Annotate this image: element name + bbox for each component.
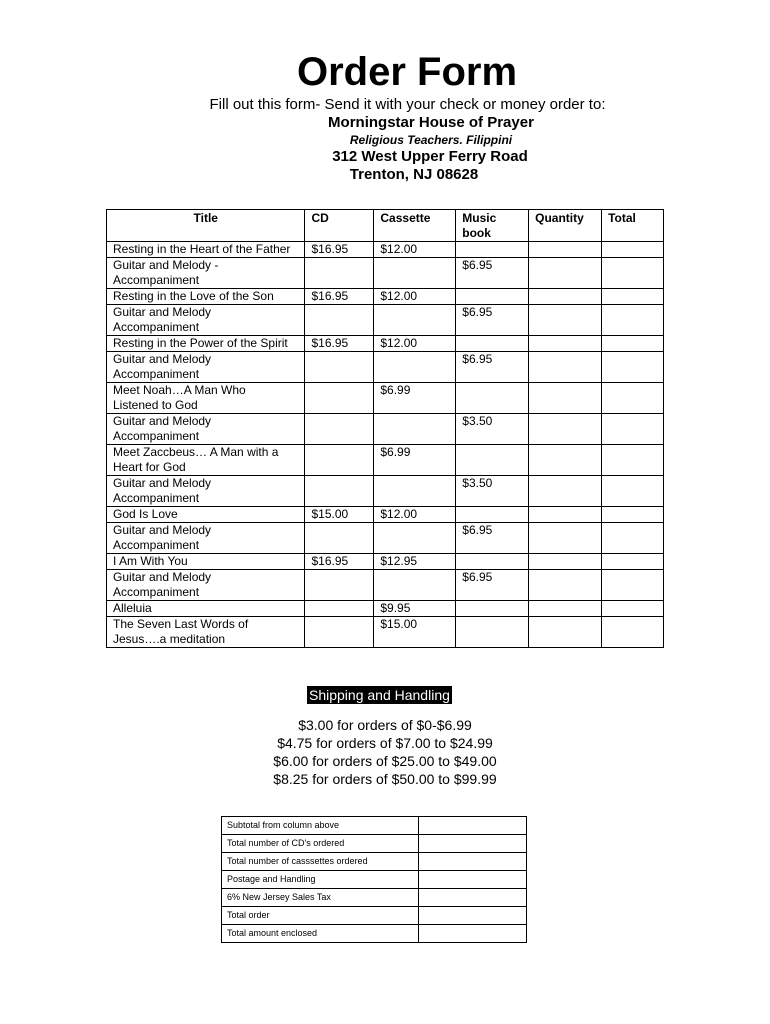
- cell-title: Meet Noah…A Man Who Listened to God: [107, 383, 305, 414]
- cell-total-input[interactable]: [602, 242, 664, 258]
- cell-cd-price: [305, 414, 374, 445]
- cell-music-book-price: $6.95: [456, 523, 529, 554]
- summary-value-field[interactable]: [419, 871, 527, 889]
- cell-music-book-price: [456, 383, 529, 414]
- cell-total-input[interactable]: [602, 523, 664, 554]
- cell-quantity-input[interactable]: [529, 414, 602, 445]
- cell-cassette-price: $12.00: [374, 289, 456, 305]
- cell-cd-price: [305, 305, 374, 336]
- cell-music-book-price: [456, 289, 529, 305]
- cell-title: Guitar and Melody Accompaniment: [107, 352, 305, 383]
- shipping-rate: $4.75 for orders of $7.00 to $24.99: [277, 735, 493, 751]
- organization-name: Morningstar House of Prayer: [328, 114, 534, 131]
- cell-cd-price: [305, 570, 374, 601]
- cell-quantity-input[interactable]: [529, 523, 602, 554]
- cell-total-input[interactable]: [602, 554, 664, 570]
- cell-cassette-price: $12.00: [374, 336, 456, 352]
- cell-quantity-input[interactable]: [529, 476, 602, 507]
- cell-cd-price: [305, 617, 374, 648]
- cell-title: Guitar and Melody Accompaniment: [107, 476, 305, 507]
- cell-title: Resting in the Power of the Spirit: [107, 336, 305, 352]
- table-row: [107, 507, 664, 523]
- summary-label: Total number of CD's ordered: [222, 835, 419, 853]
- summary-label: Total number of casssettes ordered: [222, 853, 419, 871]
- summary-row: [222, 907, 527, 925]
- cell-music-book-price: [456, 242, 529, 258]
- cell-music-book-price: [456, 554, 529, 570]
- cell-cassette-price: $12.00: [374, 507, 456, 523]
- cell-quantity-input[interactable]: [529, 445, 602, 476]
- cell-total-input[interactable]: [602, 258, 664, 289]
- summary-label: Total order: [222, 907, 419, 925]
- cell-music-book-price: $3.50: [456, 476, 529, 507]
- cell-cassette-price: [374, 414, 456, 445]
- cell-cd-price: [305, 352, 374, 383]
- table-row: [107, 570, 664, 601]
- cell-title: I Am With You: [107, 554, 305, 570]
- cell-total-input[interactable]: [602, 570, 664, 601]
- cell-cd-price: [305, 476, 374, 507]
- products-table: [106, 209, 664, 648]
- cell-cd-price: [305, 383, 374, 414]
- cell-total-input[interactable]: [602, 507, 664, 523]
- cell-title: Alleluia: [107, 601, 305, 617]
- cell-music-book-price: $3.50: [456, 414, 529, 445]
- summary-row: [222, 853, 527, 871]
- cell-music-book-price: [456, 601, 529, 617]
- cell-cassette-price: $12.95: [374, 554, 456, 570]
- page-title: Order Form: [296, 50, 518, 94]
- cell-cassette-price: [374, 258, 456, 289]
- cell-quantity-input[interactable]: [529, 336, 602, 352]
- summary-label: Postage and Handling: [222, 871, 419, 889]
- column-header-music-book: Music book: [456, 210, 529, 242]
- cell-title: Guitar and Melody Accompaniment: [107, 414, 305, 445]
- summary-row: [222, 925, 527, 943]
- cell-title: Guitar and Melody - Accompaniment: [107, 258, 305, 289]
- cell-total-input[interactable]: [602, 476, 664, 507]
- cell-music-book-price: $6.95: [456, 258, 529, 289]
- products-body: [107, 242, 664, 648]
- street-address: 312 West Upper Ferry Road: [332, 148, 528, 165]
- summary-value-field[interactable]: [419, 925, 527, 943]
- cell-cd-price: [305, 601, 374, 617]
- cell-cassette-price: $6.99: [374, 383, 456, 414]
- cell-cd-price: $16.95: [305, 554, 374, 570]
- table-row: [107, 617, 664, 648]
- products-header-row: [107, 210, 664, 242]
- column-header-quantity: Quantity: [529, 210, 602, 242]
- table-row: [107, 476, 664, 507]
- cell-quantity-input[interactable]: [529, 601, 602, 617]
- cell-music-book-price: [456, 445, 529, 476]
- cell-title: The Seven Last Words of Jesus….a meditation: [107, 617, 305, 648]
- cell-cd-price: [305, 523, 374, 554]
- cell-total-input[interactable]: [602, 289, 664, 305]
- summary-row: [222, 817, 527, 835]
- cell-music-book-price: [456, 507, 529, 523]
- summary-value-field[interactable]: [419, 835, 527, 853]
- cell-total-input[interactable]: [602, 617, 664, 648]
- cell-cassette-price: $12.00: [374, 242, 456, 258]
- cell-music-book-price: $6.95: [456, 352, 529, 383]
- cell-music-book-price: $6.95: [456, 570, 529, 601]
- cell-total-input[interactable]: [602, 336, 664, 352]
- cell-title: God Is Love: [107, 507, 305, 523]
- cell-cd-price: $16.95: [305, 289, 374, 305]
- cell-total-input[interactable]: [602, 445, 664, 476]
- summary-row: [222, 871, 527, 889]
- table-row: [107, 383, 664, 414]
- cell-quantity-input[interactable]: [529, 352, 602, 383]
- summary-label: Total amount enclosed: [222, 925, 419, 943]
- cell-quantity-input[interactable]: [529, 617, 602, 648]
- cell-quantity-input[interactable]: [529, 305, 602, 336]
- shipping-rate: $3.00 for orders of $0-$6.99: [298, 717, 472, 733]
- summary-row: [222, 889, 527, 907]
- shipping-rate: $6.00 for orders of $25.00 to $49.00: [273, 753, 497, 769]
- cell-music-book-price: $6.95: [456, 305, 529, 336]
- table-row: [107, 289, 664, 305]
- form-header: [0, 48, 770, 184]
- cell-cd-price: [305, 445, 374, 476]
- cell-title: Guitar and Melody Accompaniment: [107, 570, 305, 601]
- table-row: [107, 445, 664, 476]
- cell-cd-price: $15.00: [305, 507, 374, 523]
- cell-cassette-price: $6.99: [374, 445, 456, 476]
- cell-quantity-input[interactable]: [529, 570, 602, 601]
- city-address: Trenton, NJ 08628: [349, 166, 479, 183]
- table-row: [107, 258, 664, 289]
- table-row: [107, 554, 664, 570]
- summary-value-field[interactable]: [419, 817, 527, 835]
- shipping-rates: [0, 716, 770, 788]
- cell-cassette-price: $15.00: [374, 617, 456, 648]
- cell-quantity-input[interactable]: [529, 289, 602, 305]
- table-row: [107, 242, 664, 258]
- cell-cd-price: [305, 258, 374, 289]
- column-header-title: Title: [107, 210, 305, 242]
- cell-quantity-input[interactable]: [529, 554, 602, 570]
- column-header-total: Total: [602, 210, 664, 242]
- cell-title: Guitar and Melody Accompaniment: [107, 305, 305, 336]
- cell-cassette-price: [374, 305, 456, 336]
- cell-cassette-price: $9.95: [374, 601, 456, 617]
- table-row: [107, 352, 664, 383]
- cell-title: Guitar and Melody Accompaniment: [107, 523, 305, 554]
- table-row: [107, 601, 664, 617]
- table-row: [107, 523, 664, 554]
- cell-quantity-input[interactable]: [529, 258, 602, 289]
- cell-music-book-price: [456, 336, 529, 352]
- cell-total-input[interactable]: [602, 352, 664, 383]
- cell-cassette-price: [374, 523, 456, 554]
- cell-cassette-price: [374, 352, 456, 383]
- summary-value-field[interactable]: [419, 853, 527, 871]
- organization-subtitle: Religious Teachers. Filippini: [349, 133, 513, 147]
- cell-total-input[interactable]: [602, 601, 664, 617]
- summary-value-field[interactable]: [419, 907, 527, 925]
- cell-cd-price: $16.95: [305, 336, 374, 352]
- cell-cd-price: $16.95: [305, 242, 374, 258]
- cell-title: Resting in the Heart of the Father: [107, 242, 305, 258]
- cell-title: Resting in the Love of the Son: [107, 289, 305, 305]
- cell-total-input[interactable]: [602, 383, 664, 414]
- cell-cassette-price: [374, 476, 456, 507]
- table-row: [107, 414, 664, 445]
- order-summary-table: [221, 816, 527, 943]
- cell-title: Meet Zaccbeus… A Man with a Heart for God: [107, 445, 305, 476]
- shipping-rate: $8.25 for orders of $50.00 to $99.99: [273, 771, 497, 787]
- cell-total-input[interactable]: [602, 305, 664, 336]
- intro-text: Fill out this form- Send it with your check or money order to:: [209, 96, 606, 113]
- summary-value-field[interactable]: [419, 889, 527, 907]
- cell-music-book-price: [456, 617, 529, 648]
- summary-row: [222, 835, 527, 853]
- table-row: [107, 305, 664, 336]
- shipping-heading: Shipping and Handling: [309, 687, 450, 703]
- summary-label: 6% New Jersey Sales Tax: [222, 889, 419, 907]
- column-header-cassette: Cassette: [374, 210, 456, 242]
- cell-total-input[interactable]: [602, 414, 664, 445]
- table-row: [107, 336, 664, 352]
- cell-quantity-input[interactable]: [529, 383, 602, 414]
- column-header-cd: CD: [305, 210, 374, 242]
- cell-quantity-input[interactable]: [529, 242, 602, 258]
- cell-quantity-input[interactable]: [529, 507, 602, 523]
- summary-label: Subtotal from column above: [222, 817, 419, 835]
- cell-cassette-price: [374, 570, 456, 601]
